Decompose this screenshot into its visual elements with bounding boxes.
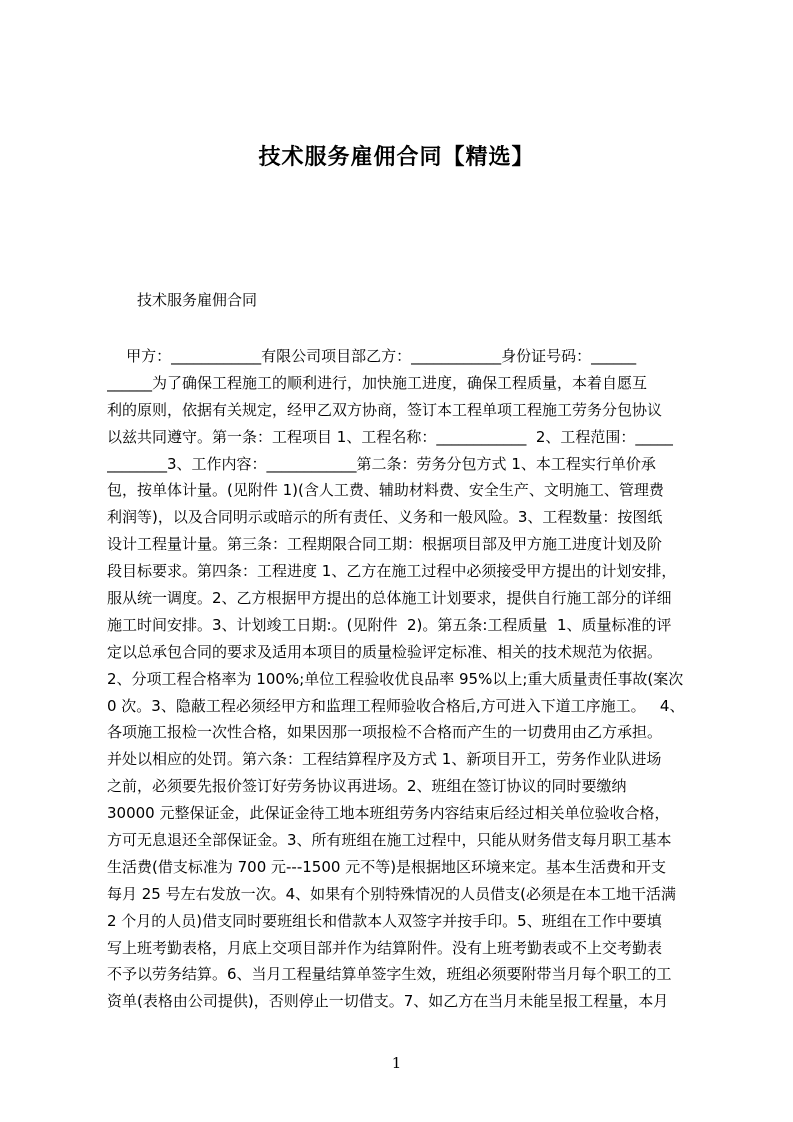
body-line: 方可无息退还全部保证金。3、所有班组在施工过程中，只能从财务借支每月职工基本 [107, 831, 672, 850]
body-line: 30000 元整保证金，此保证金待工地本班组劳务内容结束后经过相关单位验收合格， [107, 804, 670, 823]
body-line: 2、分项工程合格率为 100%;单位工程验收优良品率 95%以上;重大质量责任事故(案次 [107, 669, 684, 688]
body-line: 每月 25 号左右发放一次。4、如果有个别特殊情况的人员借支(必须是在本工地干活满 [107, 884, 677, 903]
body-line: 生活费(借支标准为 700 元---1500 元不等)是根据地区环境来定。基本生活费和开支 [107, 857, 667, 876]
body-line: 资单(表格由公司提供)，否则停止一切借支。7、如乙方在当月未能呈报工程量，本月 [107, 992, 669, 1011]
body-line: 设计工程量计量。第三条：工程期限合同工期：根据项目部及甲方施工进度计划及阶 [107, 535, 663, 554]
body-line: 0 次。3、隐蔽工程必须经甲方和监理工程师验收合格后,方可进入下道工序施工。 4、 [107, 696, 685, 715]
contract-body [107, 343, 698, 1015]
body-line: 甲方：____________有限公司项目部乙方：____________身份证号码：______ [107, 347, 637, 365]
body-line: 2 个月的人员)借支同时要班组长和借款本人双签字并按手印。5、班组在工作中要填 [107, 911, 662, 930]
body-line: 以兹共同遵守。第一条：工程项目 1、工程名称：____________ 2、工程范围：_____ [107, 427, 673, 446]
body-line: 不予以劳务结算。6、当月工程量结算单签字生效，班组必须要附带当月每个职工的工 [107, 965, 672, 984]
document-subtitle: 技术服务雇佣合同 [137, 291, 258, 309]
body-line: 利的原则，依据有关规定，经甲乙双方协商，签订本工程单项工程施工劳务分包协议 [107, 400, 663, 419]
page-number: 1 [391, 1054, 402, 1072]
body-line: 并处以相应的处罚。第六条：工程结算程序及方式 1、新项目开工，劳务作业队进场 [107, 750, 662, 769]
body-line: 施工时间安排。3、计划竣工日期:。(见附件 2)。第五条:工程质量 1、质量标准的评 [107, 615, 672, 634]
body-line: 包，按单体计量。(见附件 1)(含人工费、辅助材料费、安全生产、文明施工、管理费 [107, 481, 664, 500]
body-line: ______为了确保工程施工的顺利进行，加快施工进度，确保工程质量，本着自愿互 [107, 373, 648, 392]
body-line: 段目标要求。第四条：工程进度 1、乙方在施工过程中必须接受甲方提出的计划安排， [107, 562, 677, 581]
body-line: 各项施工报检一次性合格，如果因那一项报检不合格而产生的一切费用由乙方承担。 [107, 723, 663, 742]
document-title: 技术服务雇佣合同【精选】 [258, 145, 535, 170]
body-line: 写上班考勤表格，月底上交项目部并作为结算附件。没有上班考勤表或不上交考勤表 [107, 938, 663, 957]
body-line: ________3、工作内容：____________第二条：劳务分包方式 1、本工程实行单价承 [107, 454, 656, 473]
body-line: 定以总承包合同的要求及适用本项目的质量检验评定标准、相关的技术规范为依据。 [107, 642, 663, 661]
body-line: 利润等)，以及合同明示或暗示的所有责任、义务和一般风险。3、工程数量：按图纸 [107, 508, 663, 527]
body-line: 服从统一调度。2、乙方根据甲方提出的总体施工计划要求，提供自行施工部分的详细 [107, 589, 672, 608]
body-line: 之前，必须要先报价签订好劳务协议再进场。2、班组在签订协议的同时要缴纳 [107, 777, 627, 796]
